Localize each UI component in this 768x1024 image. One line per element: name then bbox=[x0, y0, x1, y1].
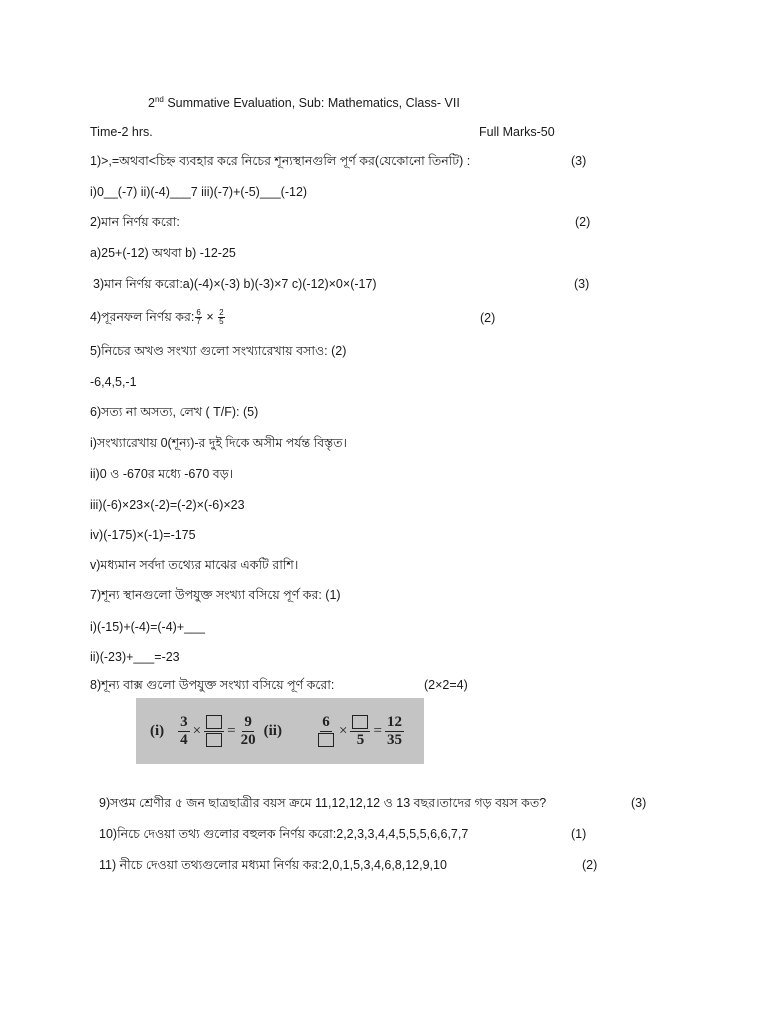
times-sign: × bbox=[339, 722, 348, 739]
fraction-blank-over-five: 5 bbox=[350, 714, 370, 749]
question-7-item: ii)(-23)+___=-23 bbox=[90, 650, 180, 664]
question-3: 3)মান নির্ণয় করো:a)(-4)×(-3) b)(-3)×7 c)(-12)×0×(-17) bbox=[93, 277, 377, 291]
question-6: 6)সত্য না অসত্য, লেখ ( T/F): (5) bbox=[90, 405, 259, 419]
question-6-item: iii)(-6)×23×(-2)=(-2)×(-6)×23 bbox=[90, 498, 245, 512]
fraction-two-fifths: $\frac{2}{5}$ bbox=[219, 308, 224, 327]
question-1-items: i)0__(-7) ii)(-4)___7 iii)(-7)+(-5)___(-12) bbox=[90, 185, 308, 199]
equals-sign: = bbox=[227, 722, 236, 739]
equation-two bbox=[314, 698, 406, 764]
title-superscript: nd bbox=[154, 95, 164, 104]
question-6-item: i)সংখ্যারেখায় 0(শূন্য)-র দুই দিকে অসীম পর্যন্ত বিস্তৃত। bbox=[90, 436, 348, 450]
question-8: 8)শূন্য বাক্স গুলো উপযুক্ত সংখ্যা বসিয়ে পূর্ণ করো: bbox=[90, 678, 335, 692]
question-6-item: iv)(-175)×(-1)=-175 bbox=[90, 528, 196, 542]
blank-fraction bbox=[204, 714, 224, 749]
question-3-marks: (3) bbox=[574, 277, 590, 291]
fraction-three-quarters: $\frac{3}{4}$ bbox=[180, 713, 188, 748]
times-sign: × bbox=[192, 722, 202, 739]
equals-sign: = bbox=[373, 722, 382, 739]
question-2-items: a)25+(-12) অথবা b) -12-25 bbox=[90, 246, 236, 260]
question-8-image bbox=[136, 698, 424, 764]
question-9-marks: (3) bbox=[631, 796, 647, 810]
title-prefix: 2 bbox=[148, 96, 155, 110]
question-1: 1)>,=অথবা<চিহ্ন ব্যবহার করে নিচের শূন্যস্থানগুলি পূর্ণ কর(যেকোনো তিনটি) : bbox=[90, 154, 471, 168]
question-4-marks: (2) bbox=[480, 311, 496, 325]
exam-title bbox=[148, 95, 460, 111]
question-11: 11) নীচে দেওয়া তথ্যগুলোর মধ্যমা নির্ণয় কর:2,0,1,5,3,4,6,8,12,9,10 bbox=[99, 858, 447, 872]
question-4 bbox=[90, 309, 226, 326]
question-6-item: ii)0 ও -670র মধ্যে -670 বড়। bbox=[90, 467, 234, 481]
question-11-marks: (2) bbox=[582, 858, 598, 872]
title-text: Summative Evaluation, Sub: Mathematics, Class- VII bbox=[163, 96, 460, 110]
fraction-twelve-over-thirtyfive: $\frac{12}{35}$ bbox=[386, 713, 402, 748]
fraction-six-sevenths: $\frac{6}{7}$ bbox=[196, 308, 201, 327]
blank-box bbox=[352, 715, 368, 729]
question-4-text: 4)পূরনফল নির্ণয় কর: bbox=[90, 310, 195, 324]
time-label: Time-2 hrs. bbox=[90, 125, 153, 139]
blank-box bbox=[206, 733, 222, 747]
question-2-marks: (2) bbox=[575, 215, 591, 229]
full-marks-label: Full Marks-50 bbox=[479, 125, 555, 139]
equation-one bbox=[150, 698, 282, 764]
question-8-marks: (2×2=4) bbox=[424, 678, 468, 692]
question-5-items: -6,4,5,-1 bbox=[90, 375, 137, 389]
blank-box bbox=[318, 733, 334, 747]
question-7-item: i)(-15)+(-4)=(-4)+___ bbox=[90, 620, 205, 634]
question-9: 9)সপ্তম শ্রেণীর ৫ জন ছাত্রছাত্রীর বয়স ক্রমে 11,12,12,12 ও 13 বছর।তাদের গড় বয়স কত? bbox=[99, 796, 547, 810]
question-2: 2)মান নির্ণয় করো: bbox=[90, 215, 180, 229]
equation-one-label: (i) bbox=[150, 722, 165, 739]
question-5: 5)নিচের অখণ্ড সংখ্যা গুলো সংখ্যারেখায় বসাও: (2) bbox=[90, 344, 347, 358]
blank-box bbox=[206, 715, 222, 729]
question-1-marks: (3) bbox=[571, 154, 587, 168]
question-10-marks: (1) bbox=[571, 827, 587, 841]
fraction-nine-twentieths: $\frac{9}{20}$ bbox=[240, 713, 256, 748]
fraction-six-over-blank: 6 bbox=[316, 714, 336, 749]
question-7: 7)শূন্য স্থানগুলো উপযুক্ত সংখ্যা বসিয়ে পূর্ণ কর: (1) bbox=[90, 588, 341, 602]
question-10: 10)নিচে দেওয়া তথ্য গুলোর বহুলক নির্ণয় করো:2,2,3,3,4,4,5,5,5,6,6,7,7 bbox=[99, 827, 469, 841]
question-6-item: v)মধ্যমান সর্বদা তথ্যের মাঝের একটি রাশি। bbox=[90, 558, 299, 572]
equation-two-label: (ii) bbox=[263, 722, 282, 739]
times-sign: × bbox=[206, 310, 214, 324]
